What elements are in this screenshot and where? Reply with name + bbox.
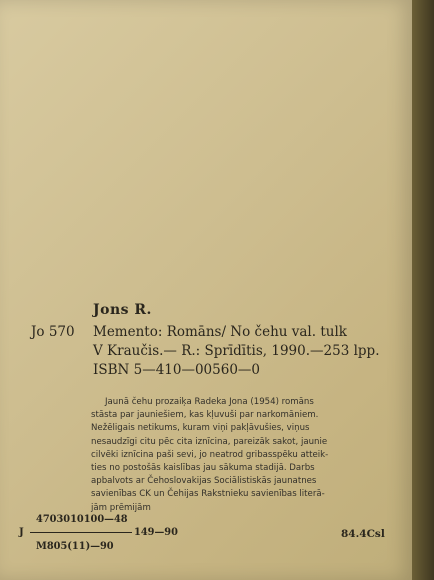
classification-code: 84.4Csl xyxy=(341,528,385,540)
imprint-code-2: 149—90 xyxy=(134,527,178,538)
imprint-letter: J xyxy=(19,527,24,538)
author-name: Jons R. xyxy=(93,302,152,318)
annotation-line: jām prēmijām xyxy=(91,502,151,513)
annotation-paragraph xyxy=(91,396,409,515)
call-number: Jo 570 xyxy=(31,324,75,340)
bib-line-isbn: ISBN 5—410—00560—0 xyxy=(93,362,260,378)
imprint-rule xyxy=(30,532,132,533)
bib-line-title: Memento: Romāns/ No čehu val. tulk xyxy=(93,324,347,340)
book-gutter xyxy=(412,0,434,580)
annotation-line: stāsta par jauniešiem, kas kļuvuši par narkomāniem. xyxy=(91,410,319,421)
annotation-line: apbalvots ar Čehoslovakijas Sociālistiskās jaunatnes xyxy=(91,476,317,487)
bibliographic-record xyxy=(93,323,379,380)
bib-line-publisher: V Kraučis.— R.: Sprīdītis, 1990.—253 lpp. xyxy=(93,343,380,359)
annotation-line: ties no postošās kaislības jau sākuma stadijā. Darbs xyxy=(91,463,315,474)
imprint-code-1: 4703010100—48 xyxy=(36,514,128,525)
annotation-line: Nežēligais netikums, kuram viņi pakļāvušies, viņus xyxy=(91,423,310,434)
annotation-line: cilvēki iznīcina paši sevi, jo neatrod gribasspēku atteik- xyxy=(91,449,329,460)
annotation-line: nesaudzīgi citu pēc cita iznīcina, pareizāk sakot, jaunie xyxy=(91,436,328,447)
imprint-code-3: M805(11)—90 xyxy=(36,541,114,552)
annotation-line: savienības CK un Čehijas Rakstnieku savienības literā- xyxy=(91,489,325,500)
annotation-line: Jaunā čehu prozaiķa Radeka Jona (1954) romāns xyxy=(105,397,314,407)
